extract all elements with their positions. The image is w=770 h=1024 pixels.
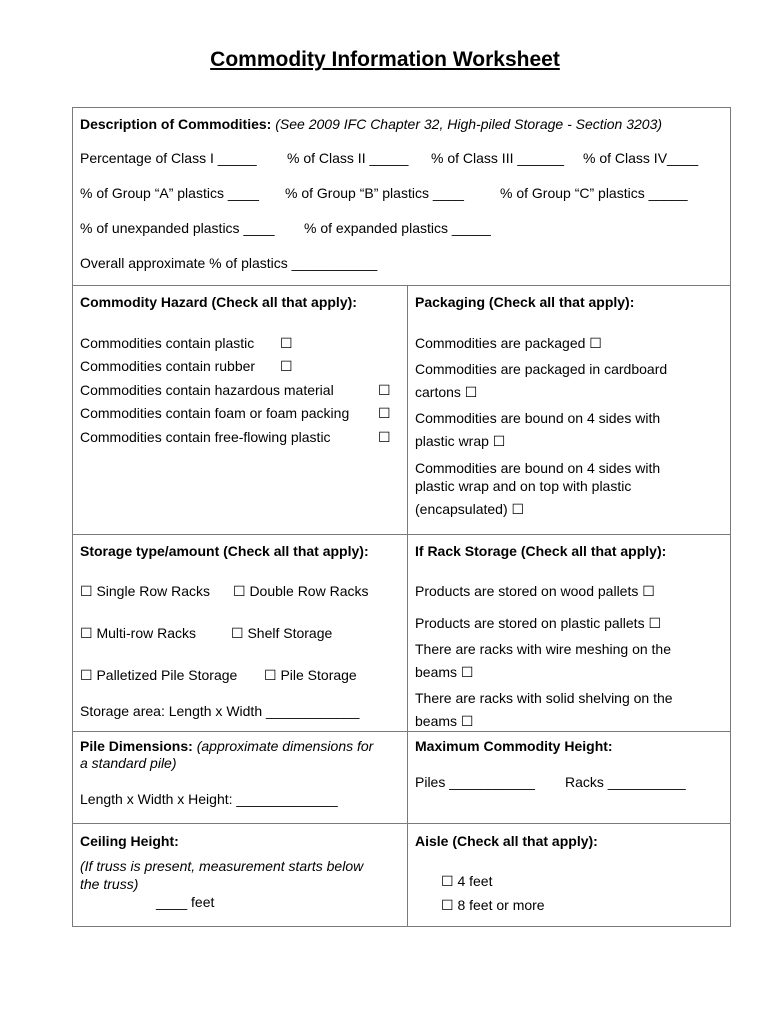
column-divider — [407, 285, 408, 927]
divider-pile — [72, 823, 731, 824]
table-border-top — [72, 107, 731, 108]
page-title: Commodity Information Worksheet — [210, 48, 560, 71]
checkbox[interactable]: ☐ — [378, 382, 391, 398]
storage-option-pile[interactable]: ☐ Pile Storage — [264, 667, 357, 683]
pile-heading-line — [80, 738, 373, 754]
divider-description — [72, 285, 731, 286]
aisle-option-8-feet[interactable]: ☐ 8 feet or more — [441, 897, 545, 913]
storage-option-multi-row[interactable]: ☐ Multi-row Racks — [80, 625, 197, 641]
group-c-field: % of Group “C” plastics _____ — [500, 185, 688, 201]
packaging-line: Commodities are packaged ☐ — [415, 335, 602, 351]
class-iii-field: % of Class III ______ — [431, 150, 565, 166]
ceiling-note: (If truss is present, measurement starts below — [80, 858, 364, 874]
description-note: (See 2009 IFC Chapter 32, High-piled Storage - Section 3203) — [275, 116, 663, 132]
aisle-option-4-feet[interactable]: ☐ 4 feet — [441, 873, 493, 889]
hazard-item-free-flowing: Commodities contain free-flowing plastic — [80, 429, 331, 445]
pile-note-cont: a standard pile) — [80, 755, 177, 771]
expanded-field: % of expanded plastics _____ — [304, 220, 491, 236]
storage-option-single-row[interactable]: ☐ Single Row Racks — [80, 583, 211, 599]
table-border-left — [72, 107, 73, 927]
pile-heading: Pile Dimensions: — [80, 738, 193, 754]
packaging-line: Commodities are packaged in cardboard — [415, 361, 668, 377]
packaging-line: (encapsulated) ☐ — [415, 501, 525, 517]
class-iv-field: % of Class IV____ — [583, 150, 699, 166]
checkbox[interactable]: ☐ — [280, 358, 293, 374]
packaging-line: Commodities are bound on 4 sides with — [415, 460, 661, 476]
pile-note: (approximate dimensions for — [196, 738, 374, 754]
hazard-item-hazardous: Commodities contain hazardous material — [80, 382, 334, 398]
packaging-line: plastic wrap and on top with plastic — [415, 478, 632, 494]
piles-height-field: Piles ___________ — [415, 774, 535, 790]
divider-hazard — [72, 534, 731, 535]
storage-area-field: Storage area: Length x Width ____________ — [80, 703, 360, 719]
hazard-item-plastic: Commodities contain plastic — [80, 335, 255, 351]
table-border-right — [730, 107, 731, 927]
rack-line: Products are stored on plastic pallets ☐ — [415, 615, 662, 631]
divider-storage — [72, 731, 731, 732]
rack-line: There are racks with solid shelving on the — [415, 690, 673, 706]
packaging-line: cartons ☐ — [415, 384, 478, 400]
rack-line: beams ☐ — [415, 713, 474, 729]
storage-option-shelf[interactable]: ☐ Shelf Storage — [231, 625, 333, 641]
packaging-line: plastic wrap ☐ — [415, 433, 506, 449]
packaging-heading: Packaging (Check all that apply): — [415, 294, 635, 310]
hazard-item-rubber: Commodities contain rubber — [80, 358, 256, 374]
checkbox[interactable]: ☐ — [378, 405, 391, 421]
ceiling-heading: Ceiling Height: — [80, 833, 179, 849]
racks-height-field: Racks __________ — [565, 774, 686, 790]
description-section — [80, 116, 662, 132]
ceiling-note-cont: the truss) — [80, 876, 139, 892]
class-ii-field: % of Class II _____ — [287, 150, 409, 166]
ceiling-feet-field: ____ feet — [156, 894, 215, 910]
aisle-heading: Aisle (Check all that apply): — [415, 833, 598, 849]
storage-heading: Storage type/amount (Check all that apply): — [80, 543, 369, 559]
hazard-item-foam: Commodities contain foam or foam packing — [80, 405, 350, 421]
group-a-field: % of Group “A” plastics ____ — [80, 185, 259, 201]
description-heading: Description of Commodities: — [80, 116, 272, 132]
packaging-line: Commodities are bound on 4 sides with — [415, 410, 661, 426]
storage-option-double-row[interactable]: ☐ Double Row Racks — [233, 583, 369, 599]
rack-line: Products are stored on wood pallets ☐ — [415, 583, 655, 599]
checkbox[interactable]: ☐ — [378, 429, 391, 445]
rack-line: There are racks with wire meshing on the — [415, 641, 671, 657]
rack-line: beams ☐ — [415, 664, 474, 680]
max-height-heading: Maximum Commodity Height: — [415, 738, 613, 754]
hazard-heading: Commodity Hazard (Check all that apply): — [80, 294, 357, 310]
checkbox[interactable]: ☐ — [280, 335, 293, 351]
pile-lwh-field: Length x Width x Height: _____________ — [80, 791, 338, 807]
storage-option-palletized[interactable]: ☐ Palletized Pile Storage — [80, 667, 238, 683]
overall-plastics-field: Overall approximate % of plastics ___________ — [80, 255, 378, 271]
rack-heading: If Rack Storage (Check all that apply): — [415, 543, 667, 559]
unexpanded-field: % of unexpanded plastics ____ — [80, 220, 275, 236]
group-b-field: % of Group “B” plastics ____ — [285, 185, 464, 201]
class-i-field: Percentage of Class I _____ — [80, 150, 257, 166]
table-border-bottom — [72, 926, 731, 927]
